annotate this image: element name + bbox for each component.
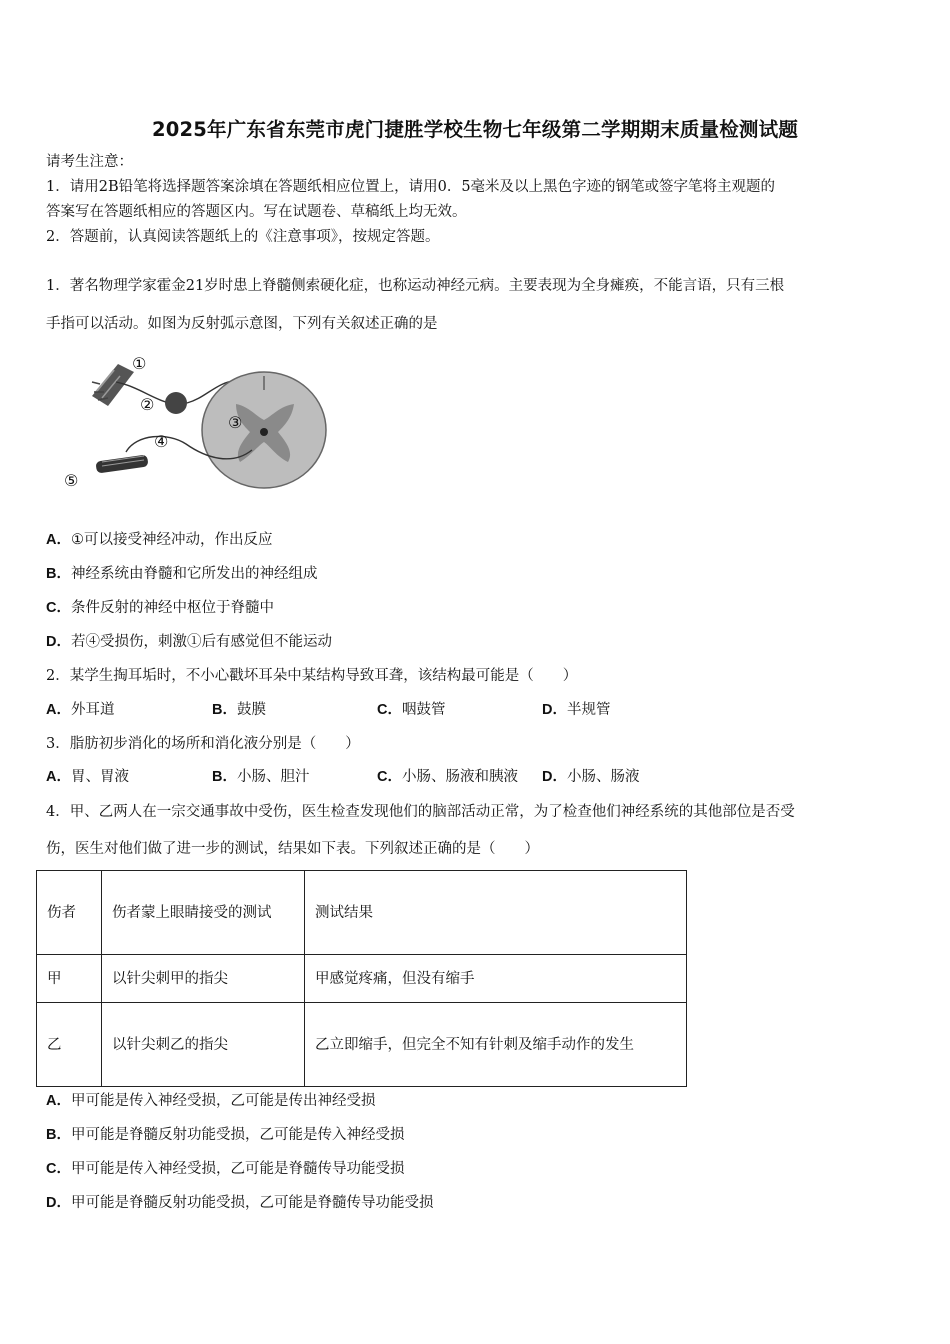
q3-option-c: C．小肠、肠液和胰液 [377,769,518,785]
table-row [37,1003,687,1087]
q3-option-b: B．小肠、胆汁 [212,769,310,785]
q2-option-b: B．鼓膜 [212,702,266,718]
q2-stem: 2．某学生掏耳垢时，不小心戳坏耳朵中某结构导致耳聋，该结构最可能是（ ） [46,668,578,684]
label-3: ③ [228,413,243,432]
label-2: ② [140,395,155,414]
table-header-cell: 测试结果 [305,871,687,955]
table-header-cell: 伤者 [37,871,102,955]
table-cell: 乙立即缩手，但完全不知有针刺及缩手动作的发生 [305,1003,687,1087]
table-cell: 以针尖刺乙的指尖 [102,1003,305,1087]
effector-muscle-figure [95,454,148,473]
table-cell: 以针尖刺甲的指尖 [102,955,305,1003]
q4-option-d: D．甲可能是脊髓反射功能受损，乙可能是脊髓传导功能受损 [46,1195,434,1211]
q4-option-a: A．甲可能是传入神经受损，乙可能是传出神经受损 [46,1093,376,1109]
spinal-cord-figure [202,372,326,488]
table-cell: 甲感觉疼痛，但没有缩手 [305,955,687,1003]
table-cell: 乙 [37,1003,102,1087]
notice-line-1b: 答案写在答题纸相应的答题区内。写在试题卷、草稿纸上均无效。 [46,204,467,220]
q3-stem: 3．脂肪初步消化的场所和消化液分别是（ ） [46,736,360,752]
q1-stem-line-1: 1．著名物理学家霍金21岁时患上脊髓侧索硬化症，也称运动神经元病。主要表现为全身瘫痪，不能言语，只有三根 [46,278,785,294]
q4-option-c: C．甲可能是传入神经受损，乙可能是脊髓传导功能受损 [46,1161,405,1177]
q4-stem-line-1: 4．甲、乙两人在一宗交通事故中受伤，医生检查发现他们的脑部活动正常，为了检查他们神经系统的其他部位是否受 [46,804,795,820]
page-title: 2025年广东省东莞市虎门捷胜学校生物七年级第二学期期末质量检测试题 [151,118,799,141]
q4-results-table [36,870,687,1087]
notice-line-1a: 1．请用2B铅笔将选择题答案涂填在答题纸相应位置上，请用0．5毫米及以上黑色字迹的钢笔或签字笔将主观题的 [46,179,776,195]
q2-option-c: C．咽鼓管 [377,702,446,718]
q1-stem-line-2: 手指可以活动。如图为反射弧示意图，下列有关叙述正确的是 [46,316,438,332]
q1-option-a: A．①可以接受神经冲动，作出反应 [46,532,273,548]
label-4: ④ [154,432,169,451]
q4-stem-line-2: 伤，医生对他们做了进一步的测试，结果如下表。下列叙述正确的是（ ） [46,841,539,857]
table-cell: 甲 [37,955,102,1003]
q2-option-a: A．外耳道 [46,702,115,718]
q2-option-d: D．半规管 [542,702,611,718]
q1-option-c: C．条件反射的神经中枢位于脊髓中 [46,600,274,616]
q4-option-b: B．甲可能是脊髓反射功能受损，乙可能是传入神经受损 [46,1127,405,1143]
q1-option-b: B．神经系统由脊髓和它所发出的神经组成 [46,566,318,582]
label-5: ⑤ [64,471,79,490]
q1-option-d: D．若④受损伤，刺激①后有感觉但不能运动 [46,634,332,650]
label-1: ① [132,354,147,373]
notice-line-2: 2．答题前，认真阅读答题纸上的《注意事项》，按规定答题。 [46,229,440,245]
ganglion-figure [165,392,187,414]
table-row [37,955,687,1003]
table-header-row [37,871,687,955]
q3-option-d: D．小肠、肠液 [542,769,640,785]
q3-option-a: A．胃、胃液 [46,769,129,785]
reflex-arc-diagram [56,346,342,498]
table-header-cell: 伤者蒙上眼睛接受的测试 [102,871,305,955]
notice-heading: 请考生注意： [46,154,133,170]
